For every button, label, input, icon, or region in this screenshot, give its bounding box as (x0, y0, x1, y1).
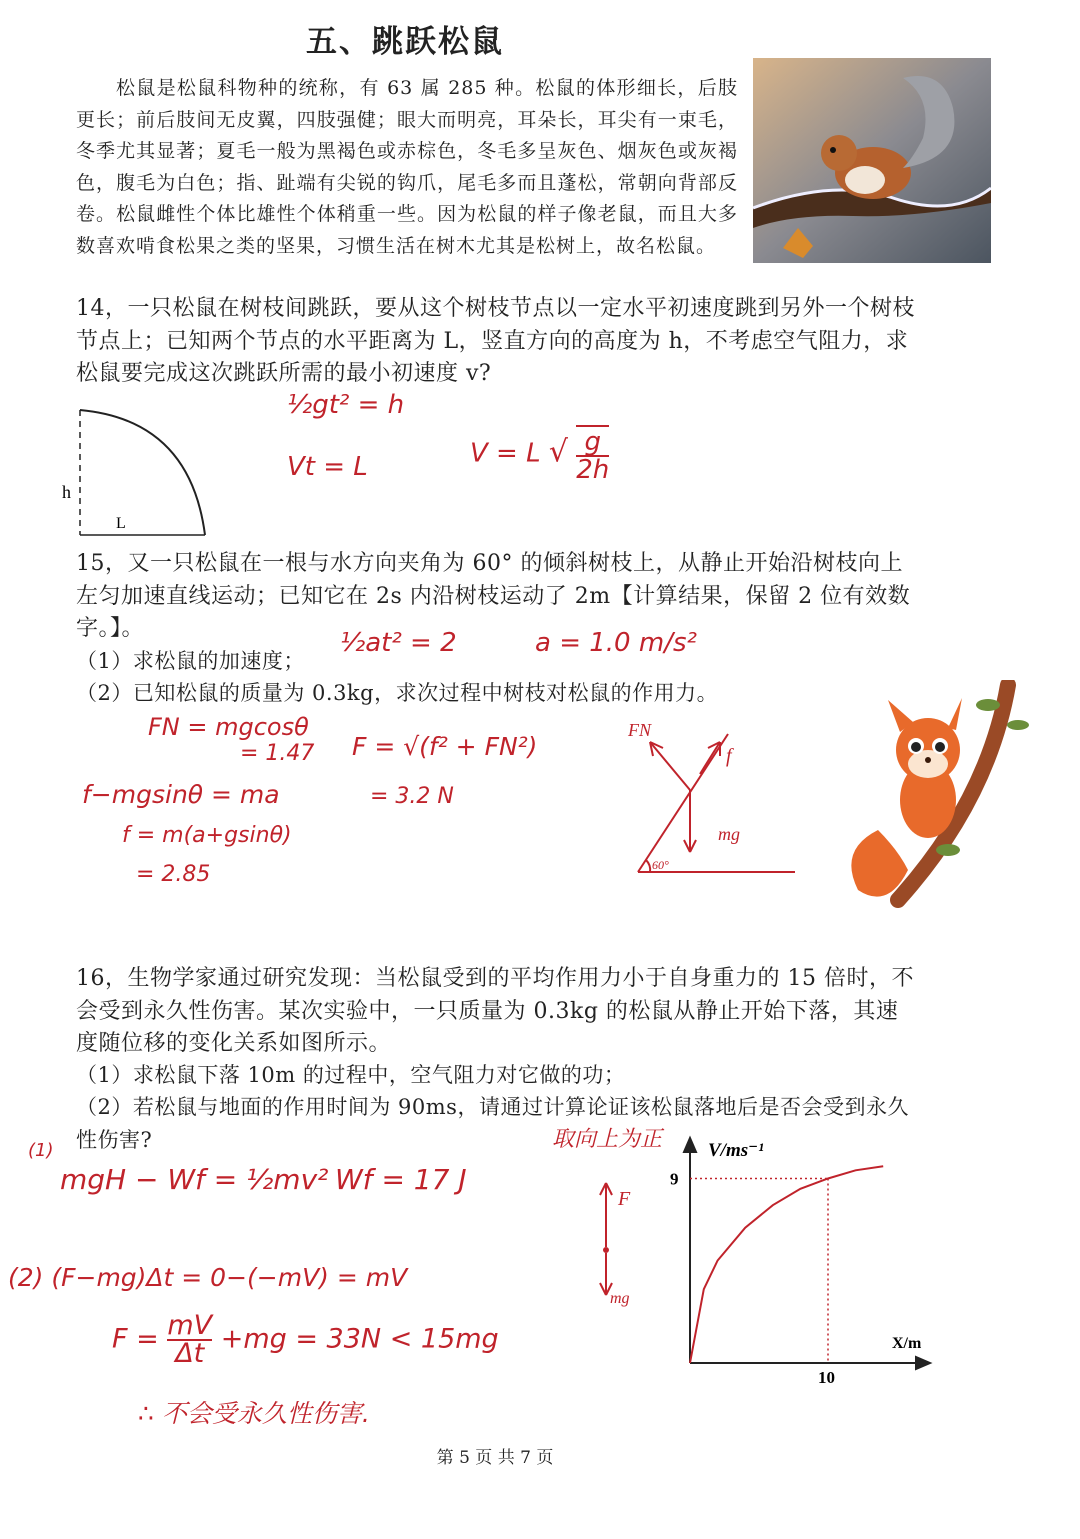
trajectory-diagram (60, 400, 220, 545)
hw-q14-frac-den: 2h (576, 455, 610, 485)
hw-q14-eq2: Vt = L (287, 452, 368, 482)
hw-q15-f2: f = m(a+gsinθ) (122, 823, 292, 848)
hw-q16-conclusion: ∴ 不会受永久性伤害. (138, 1399, 370, 1428)
sqrt-icon: √ (548, 434, 568, 470)
page-footer: 第 5 页 共 7 页 (436, 1448, 554, 1468)
hw-q15-F1: F = √(f² + FN²) (352, 732, 538, 761)
series-line (690, 1166, 883, 1363)
fbd-label-f: f (726, 745, 732, 767)
question-15: 15，又一只松鼠在一根与水方向夹角为 60° 的倾斜树枝上，从静止开始沿树枝向上左匀加速直线运动；已知它在 2s 内沿树枝运动了 2m【计算结果，保留 2 位有效数字。】。 (76, 551, 911, 641)
free-body-diagram (620, 712, 805, 882)
label-L: L (116, 515, 126, 532)
label-h: h (62, 482, 71, 502)
page-title: 五、跳跃松鼠 (306, 24, 504, 60)
question-15-part1: （1）求松鼠的加速度； (76, 649, 305, 673)
question-16-part1: （1）求松鼠下落 10m 的过程中，空气阻力对它做的功； (76, 1063, 626, 1087)
hw-q14-answer-lhs: V = L (470, 438, 541, 469)
hw-q15-f1: f−mgsinθ = ma (82, 780, 280, 809)
hw-q14-frac-num: g (576, 429, 609, 457)
fbd-label-mg: mg (718, 824, 740, 844)
intro-paragraph: 松鼠是松鼠科物种的统称，有 63 属 285 种。松鼠的体形细长，后肢更长；前后肢间无皮翼，四肢强健；眼大而明亮，耳朵长，耳尖有一束毛，冬季尤其显著；夏毛一般为黑褐色或赤棕色，冬毛多呈灰色、烟灰色或灰褐色，腹毛为白色；指、趾端有尖锐的钩爪，尾毛多而且蓬松，常朝向背部反卷。松鼠雌性个体比雄性个体稍重一些。因为松鼠的样子像老鼠，而且大多数喜欢啃食松果之类的坚果，习惯生活在树木尤其是松树上，故名松鼠。 (76, 77, 738, 257)
arrow-label-mg: mg (610, 1290, 630, 1307)
y-axis-arrow-icon (684, 1138, 696, 1152)
hw-q16-direction: 取向上为正 (552, 1127, 663, 1152)
hw-q16-impulse: (2) (F−mg)Δt = 0−(−mV) = mV (8, 1263, 408, 1292)
hw-q15-f3: = 2.85 (136, 862, 211, 887)
hw-q14-answer (470, 425, 609, 483)
hw-q16-frac-den: Δt (175, 1338, 205, 1369)
squirrel-photo (753, 58, 991, 263)
question-15-part2: （2）已知松鼠的质量为 0.3kg，求次过程中树枝对松鼠的作用力。 (76, 681, 719, 705)
fbd-label-fn: FN (628, 720, 652, 740)
fbd-label-angle: 60° (652, 858, 669, 872)
x-tick-label: 10 (818, 1368, 835, 1387)
hw-q15-F2: = 3.2 N (370, 784, 454, 809)
question-14: 14，一只松鼠在树枝间跳跃，要从这个树枝节点以一定水平初速度跳到另外一个树枝节点上；已知两个节点的水平距离为 L，竖直方向的高度为 h，不考虑空气阻力，求松鼠要完成这次跳跃所需的最小初速度 v? (76, 296, 915, 386)
y-tick-label: 9 (670, 1169, 679, 1189)
hw-q15-a1: ½at² = 2 (340, 628, 457, 658)
x-axis-arrow-icon (916, 1357, 930, 1369)
hw-q16-work-ans: Wf = 17 J (335, 1163, 467, 1196)
hw-q16-label1: (1) (28, 1140, 54, 1161)
force-arrows-sketch (592, 1175, 642, 1310)
hw-q16-frac-num: mV (167, 1310, 213, 1341)
arrow-label-f: F (618, 1188, 631, 1210)
hw-q14-eq1: ½gt² = h (287, 390, 405, 420)
hw-q15-a2: a = 1.0 m/s² (535, 628, 697, 658)
x-axis-label: X/m (892, 1335, 922, 1352)
hw-q16-work: mgH − Wf = ½mv² (60, 1163, 329, 1196)
hw-q16-force: F = $\frac{mV}{\Delta t}$ +mg = 33N < 15mg (112, 1310, 499, 1369)
hw-q15-fn: FN = mgcosθ (148, 713, 309, 741)
question-16-part2: （2）若松鼠与地面的作用时间为 90ms，请通过计算论证该松鼠落地后是否会受到永久性伤害? (76, 1095, 909, 1152)
y-axis-label: V/ms⁻¹ (708, 1140, 764, 1161)
question-16: 16，生物学家通过研究发现：当松鼠受到的平均作用力小于自身重力的 15 倍时，不会受到永久性伤害。某次实验中，一只质量为 0.3kg 的松鼠从静止开始下落，其速度随位移的变化关系如图所示。 (76, 966, 914, 1056)
velocity-displacement-chart (660, 1130, 940, 1392)
hw-q15-fn-val: = 1.47 (240, 741, 315, 766)
hw-q16-force-rest: +mg = 33N < 15mg (220, 1323, 499, 1355)
cartoon-squirrel-illustration (838, 680, 1038, 910)
